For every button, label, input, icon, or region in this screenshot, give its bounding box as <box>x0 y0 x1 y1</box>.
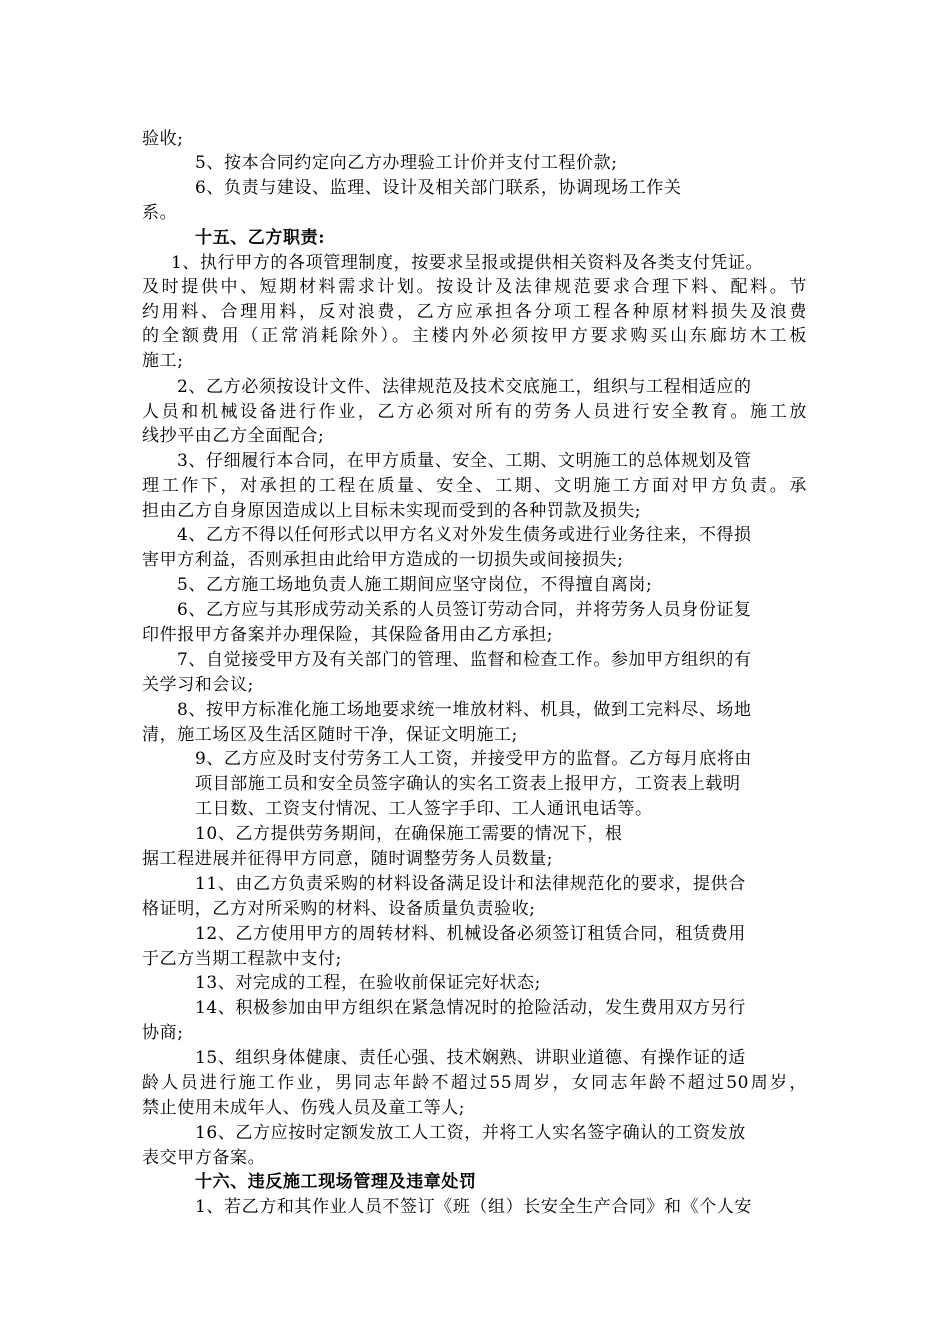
text-line: 线抄平由乙方全面配合; <box>142 426 325 446</box>
text-line: 约用料、合理用料，反对浪费，乙方应承担各分项工程各种原材料损失及浪费 <box>142 302 807 322</box>
text-line: 工日数、工资支付情况、工人签字手印、工人通讯电话等。 <box>195 799 653 819</box>
text-line: 14、积极参加由甲方组织在紧急情况时的抢险活动，发生费用双方另行 <box>195 998 746 1018</box>
text-line: 担由乙方自身原因造成以上目标未实现而受到的各种罚款及损失; <box>142 501 642 521</box>
text-line: 1、若乙方和其作业人员不签订《班（组）长安全生产合同》和《个人安 <box>195 1197 753 1217</box>
text-line: 于乙方当期工程款中支付; <box>142 949 342 969</box>
text-line: 验收; <box>142 129 184 149</box>
text-line: 6、负责与建设、监理、设计及相关部门联系，协调现场工作关 <box>195 178 682 198</box>
section-heading: 十六、违反施工现场管理及违章处罚 <box>195 1172 477 1192</box>
text-line: 关学习和会议; <box>142 675 254 695</box>
text-line: 龄人员进行施工作业，男同志年龄不超过55周岁，女同志年龄不超过50周岁， <box>142 1073 807 1093</box>
text-line: 12、乙方使用甲方的周转材料、机械设备必须签订租赁合同，租赁费用 <box>195 924 746 944</box>
text-line: 的全额费用（正常消耗除外）。主楼内外必须按甲方要求购买山东廊坊木工板 <box>142 326 807 346</box>
text-line: 系。 <box>142 203 178 223</box>
text-line: 3、仔细履行本合同，在甲方质量、安全、工期、文明施工的总体规划及管 <box>177 451 752 471</box>
text-line: 5、乙方施工场地负责人施工期间应坚守岗位，不得擅自离岗; <box>177 575 653 595</box>
text-line: 8、按甲方标准化施工场地要求统一堆放材料、机具，做到工完料尽、场地 <box>177 700 752 720</box>
text-line: 项目部施工员和安全员签字确认的实名工资表上报甲方，工资表上载明 <box>195 774 741 794</box>
text-line: 5、按本合同约定向乙方办理验工计价并支付工程价款; <box>195 153 618 173</box>
text-line: 表交甲方备案。 <box>142 1148 266 1168</box>
text-line: 2、乙方必须按设计文件、法律规范及技术交底施工，组织与工程相适应的 <box>177 377 752 397</box>
text-line: 13、对完成的工程，在验收前保证完好状态; <box>195 973 541 993</box>
text-line: 10、乙方提供劳务期间，在确保施工需要的情况下，根 <box>195 824 623 844</box>
text-line: 及时提供中、短期材料需求计划。按设计及法律规范要求合理下料、配料。节 <box>142 277 807 297</box>
text-line: 16、乙方应按时定额发放工人工资，并将工人实名签字确认的工资发放 <box>195 1123 746 1143</box>
text-line: 理工作下，对承担的工程在质量、安全、工期、文明施工方面对甲方负责。承 <box>142 476 807 496</box>
section-heading: 十五、乙方职责: <box>195 228 326 248</box>
text-line: 9、乙方应及时支付劳务工人工资，并接受甲方的监督。乙方每月底将由 <box>195 749 753 769</box>
text-line: 6、乙方应与其形成劳动关系的人员签订劳动合同，并将劳务人员身份证复 <box>177 600 752 620</box>
text-line: 11、由乙方负责采购的材料设备满足设计和法律规范化的要求，提供合 <box>195 874 746 894</box>
text-line: 15、组织身体健康、责任心强、技术娴熟、讲职业道德、有操作证的适 <box>195 1048 746 1068</box>
text-line: 据工程进展并征得甲方同意，随时调整劳务人员数量; <box>142 849 554 869</box>
text-line: 格证明，乙方对所采购的材料、设备质量负责验收; <box>142 899 536 919</box>
text-line: 清，施工场区及生活区随时干净，保证文明施工; <box>142 725 518 745</box>
text-line: 1、执行甲方的各项管理制度，按要求呈报或提供相关资料及各类支付凭证。 <box>171 253 764 273</box>
text-line: 7、自觉接受甲方及有关部门的管理、监督和检查工作。参加甲方组织的有 <box>177 650 752 670</box>
text-line: 禁止使用未成年人、伤残人员及童工等人; <box>142 1098 466 1118</box>
text-line: 害甲方利益，否则承担由此给甲方造成的一切损失或间接损失; <box>142 550 624 570</box>
text-line: 人员和机械设备进行作业，乙方必须对所有的劳务人员进行安全教育。施工放 <box>142 402 807 422</box>
text-line: 协商; <box>142 1023 184 1043</box>
text-line: 印件报甲方备案并办理保险，其保险备用由乙方承担; <box>142 625 554 645</box>
text-line: 施工; <box>142 351 184 371</box>
text-line: 4、乙方不得以任何形式以甲方名义对外发生债务或进行业务往来，不得损 <box>177 525 752 545</box>
